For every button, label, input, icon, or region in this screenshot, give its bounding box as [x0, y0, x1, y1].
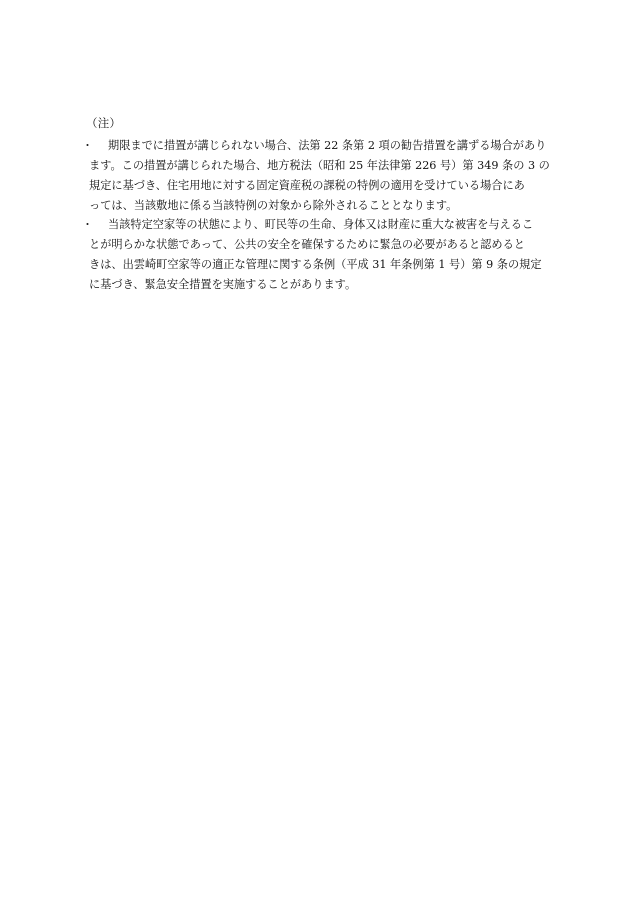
note-line: 期限までに措置が講じられない場合、法第 22 条第 2 項の勧告措置を講ずる場合があり — [108, 139, 547, 152]
note-line: とが明らかな状態であって、公共の安全を確保するために緊急の必要があると認めると — [89, 238, 525, 251]
note-line: 規定に基づき、住宅用地に対する固定資産税の課税の特例の適用を受けている場合にあ — [89, 179, 525, 192]
note-heading: （注） — [86, 116, 122, 130]
note-line: きは、出雲崎町空家等の適正な管理に関する条例（平成 31 年条例第 1 号）第 9 条の規定 — [89, 258, 542, 271]
note-line: 当該特定空家等の状態により、町民等の生命、身体又は財産に重大な被害を与えるこ — [108, 218, 534, 231]
bullet-icon: ・ — [82, 139, 93, 152]
bullet-icon: ・ — [82, 218, 93, 231]
note-line: っては、当該敷地に係る当該特例の対象から除外されることとなります。 — [89, 199, 458, 212]
note-line: に基づき、緊急安全措置を実施することがあります。 — [89, 278, 357, 291]
note-line: ます。この措置が講じられた場合、地方税法（昭和 25 年法律第 226 号）第 349 条の 3 の — [89, 159, 550, 172]
